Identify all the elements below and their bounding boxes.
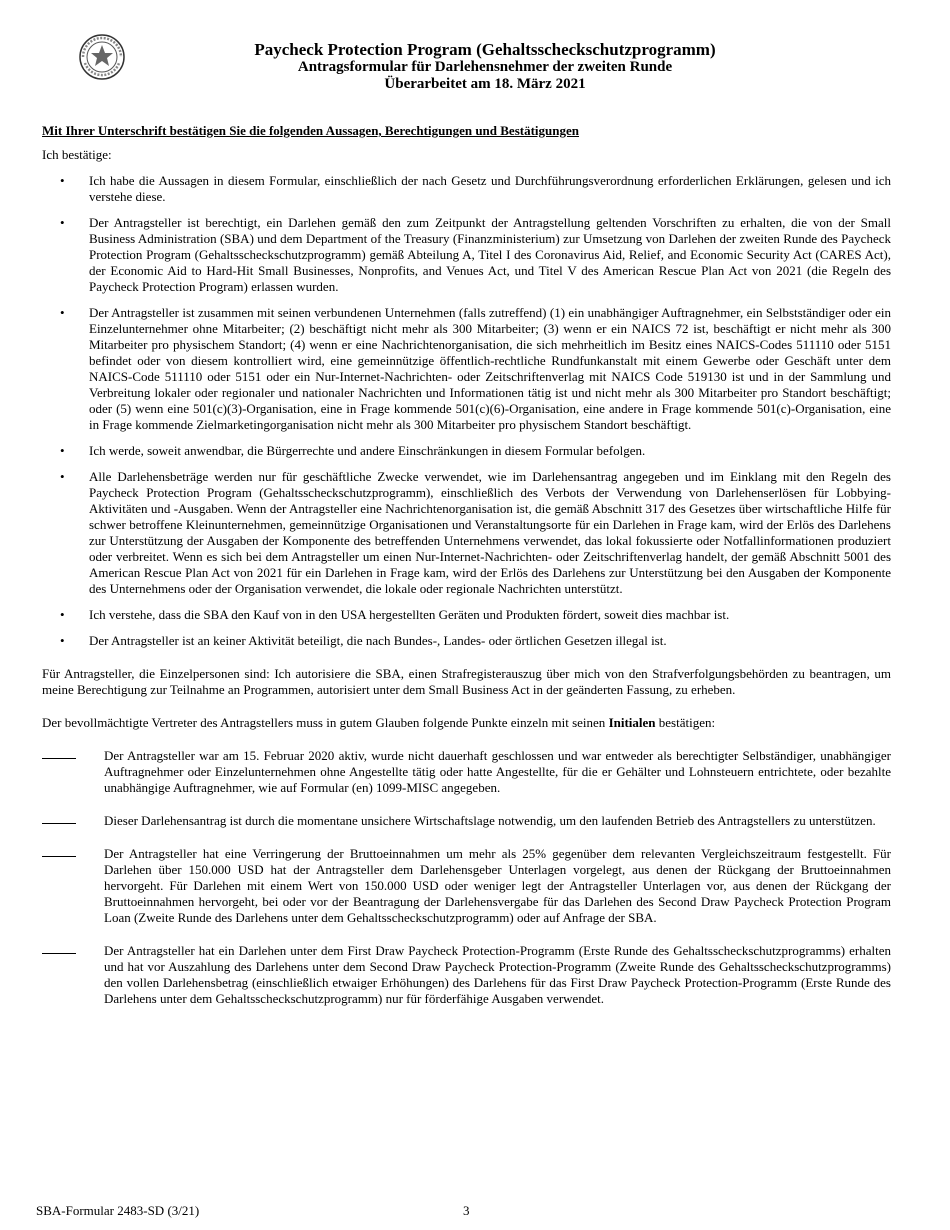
- form-identifier: SBA-Formular 2483-SD (3/21): [36, 1203, 200, 1218]
- certification-text: Ich werde, soweit anwendbar, die Bürgerrechte und andere Einschränkungen in diesem Formular befolgen.: [89, 443, 646, 458]
- initial-item: [42, 813, 891, 829]
- bullet-icon: •: [60, 443, 65, 458]
- certification-text: Der Antragsteller ist an keiner Aktivität beteiligt, die nach Bundes-, Landes- oder örtlichen Gesetzen illegal ist.: [89, 633, 667, 648]
- certification-text: Der Antragsteller ist berechtigt, ein Darlehen gemäß den zum Zeitpunkt der Antragstellung geltenden Vorschriften zu erhalten, die von der Small Business Administration (SBA) und dem Department of the Treasury (Finanzministerium) zur Umsetzung von Darlehen der zweiten Runde des Paycheck Protection Program (Gehaltsscheckschutzprogramm) gemäß Abteilung A, Titel I des Coronavirus Aid, Relief, and Economic Security Act (CARES Act), der Economic Aid to Hard-Hit Small Businesses, Nonprofits, and Venues Act, und Titel V des American Rescue Plan Act von 2021 (die Regeln des Paycheck Protection Program) erlassen wurden.: [89, 215, 891, 294]
- certification-item: [42, 215, 891, 295]
- representative-text-before: Der bevollmächtigte Vertreter des Antragstellers muss in gutem Glauben folgende Punkte einzeln mit seinen: [42, 715, 609, 730]
- initials-field[interactable]: [42, 943, 76, 954]
- document-body: [42, 123, 891, 1024]
- certification-list: [42, 173, 891, 649]
- certification-item: [42, 633, 891, 649]
- document-header: [190, 40, 780, 93]
- applicant-authorization-paragraph: Für Antragsteller, die Einzelpersonen sind: Ich autorisiere die SBA, einen Strafregisterauszug über mich von den Strafverfolgungsbehörden zu beantragen, um meine Berechtigung zur Teilnahme an Programmen, autorisiert unter dem Small Business Act in der geänderten Fassung, zu erheben.: [42, 666, 891, 697]
- section-heading: Mit Ihrer Unterschrift bestätigen Sie die folgenden Aussagen, Berechtigungen und Bestätigungen: [42, 123, 579, 138]
- representative-text-after: bestätigen:: [655, 715, 716, 730]
- bullet-icon: •: [60, 469, 65, 484]
- certification-text: Ich habe die Aussagen in diesem Formular, einschließlich der nach Gesetz und Durchführungsverordnung erforderlichen Erklärungen, gelesen und ich verstehe diese.: [89, 173, 891, 204]
- document-subtitle: Antragsformular für Darlehensnehmer der zweiten Runde: [297, 59, 673, 75]
- sba-seal-icon: [78, 33, 126, 81]
- initial-item-text: Dieser Darlehensantrag ist durch die momentane unsichere Wirtschaftslage notwendig, um den laufenden Betrieb des Antragstellers zu unterstützen.: [104, 813, 876, 828]
- bullet-icon: •: [60, 173, 65, 188]
- certification-item: [42, 469, 891, 597]
- initials-field[interactable]: [42, 846, 76, 857]
- certification-text: Der Antragsteller ist zusammen mit seinen verbundenen Unternehmen (falls zutreffend) (1) ein unabhängiger Auftragnehmer, ein Selbstständiger oder ein Einzelunternehmer ohne Mitarbeiter; (2) beschäftigt nicht mehr als 300 Mitarbeiter; (3) wenn er ein NAICS 72 ist, beschäftigt er nicht mehr als 300 Mitarbeiter pro physischem Standort; (4) wenn er eine Nachrichtenorganisation, die sich mehrheitlich im Besitz eines NAICS-Codes 511110 oder 5151 befindet oder von diesem kontrolliert wird, eine gemeinnützige öffentlich-rechtliche Rundfunkanstalt mit einem Gewerbe oder Geschäft unter dem NAICS-Code 511110 oder 5151 oder ein Nur-Internet-Nachrichten- oder Zeitschriftenverlag mit NAICS Code 519130 ist und in der Sammlung und Verbreitung lokaler oder regionaler und nationaler Nachrichten und Informationen tätig ist und nicht mehr als 300 Mitarbeiter pro Standort beschäftigt; oder (5) wenn eine 501(c)(3)-Organisation, eine in Frage kommende 501(c)(6)-Organisation, eine andere in Frage kommende 501(c)-Organisation, eine in Frage kommende Zielmarketingorganisation nicht mehr als 300 Mitarbeiter pro physischem Standort beschäftigt.: [89, 305, 891, 432]
- document-title: Paycheck Protection Program (Gehaltsscheckschutzprogramm): [254, 40, 716, 59]
- bullet-icon: •: [60, 215, 65, 230]
- revision-date: Überarbeitet am 18. März 2021: [384, 76, 586, 92]
- certification-item: [42, 443, 891, 459]
- initial-item: [42, 846, 891, 926]
- certification-text: Ich verstehe, dass die SBA den Kauf von in den USA hergestellten Geräten und Produkten fördert, soweit dies machbar ist.: [89, 607, 730, 622]
- initial-item: [42, 748, 891, 796]
- representative-text-bold: Initialen: [608, 715, 656, 730]
- bullet-icon: •: [60, 305, 65, 320]
- initial-item-text: Der Antragsteller hat ein Darlehen unter dem First Draw Paycheck Protection-Programm (Erste Runde des Gehaltsscheckschutzprogramms) erhalten und hat vor Auszahlung des Darlehens unter dem Second Draw Paycheck Protection-Programm (Zweite Runde des Gehaltsscheckschutzprogramms) den vollen Darlehensbetrag (einschließlich etwaiger Erhöhungen) des Darlehens für das First Draw Paycheck Protection-Programm (Erste Runde des Darlehens unter dem Gehaltsscheckschutzprogramm) nur für förderfähige Ausgaben verwendet.: [104, 943, 891, 1006]
- bullet-icon: •: [60, 607, 65, 622]
- representative-paragraph: [42, 715, 891, 731]
- certification-item: [42, 305, 891, 433]
- initial-item: [42, 943, 891, 1007]
- certification-item: [42, 607, 891, 623]
- initial-item-text: Der Antragsteller hat eine Verringerung der Bruttoeinnahmen um mehr als 25% gegenüber dem relevanten Vergleichszeitraum festgestellt. Für Darlehen über 150.000 USD hat der Antragsteller dem Darlehensgeber Unterlagen vorgelegt, aus denen der Rückgang der Bruttoeinnahmen hervorgeht. Für Darlehen mit einem Wert von 150.000 USD oder weniger legt der Antragsteller Unterlagen vor, aus denen der Rückgang der Bruttoeinnahmen hervorgeht, bei oder vor der Beantragung der Darlehensvergabe für das Darlehen des Second Draw Paycheck Protection Program Loan (Zweite Runde des Darlehens unter dem Gehaltsscheckschutzprogramm) oder auf Anfrage der SBA.: [104, 846, 891, 925]
- certification-text: Alle Darlehensbeträge werden nur für geschäftliche Zwecke verwendet, wie im Darlehensantrag angegeben und im Einklang mit den Regeln des Paycheck Protection Program (Gehaltsscheckschutzprogramm), einschließlich des Verbots der Verwendung von Darlehenserlösen für Lobbying-Aktivitäten und -Ausgaben. Wenn der Antragsteller eine Nachrichtenorganisation ist, die gemäß Abschnitt 317 des Gesetzes über wirtschaftliche Hilfe für schwer betroffene Kleinunternehmen, gemeinnützige Organisationen und Veranstaltungsorte für ein Darlehen in Frage kam, wird der Erlös des Darlehens zur Unterstützung der Ausgaben der Komponente des betreffenden Unternehmens verwendet, das lokal fokussierte oder Notfallinformationen produziert oder verbreitet. Wenn es sich bei dem Antragsteller um einen Nur-Internet-Nachrichten- oder Zeitschriftenverlag handelt, der gemäß Abschnitt 5001 des American Rescue Plan Act von 2021 für ein Darlehen in Frage kam, wird der Erlös des Darlehens zur Unterstützung bei den Ausgaben der Komponente des Unternehmens oder der Organisation verwendet, die lokale oder regionale Nachrichten unterstützt.: [89, 469, 891, 596]
- bullet-icon: •: [60, 633, 65, 648]
- intro-text: Ich bestätige:: [42, 147, 112, 162]
- initials-field[interactable]: [42, 748, 76, 759]
- page-number: 3: [463, 1203, 470, 1218]
- certification-item: [42, 173, 891, 205]
- initial-item-text: Der Antragsteller war am 15. Februar 2020 aktiv, wurde nicht dauerhaft geschlossen und war entweder als berechtigter Selbständiger, unabhängiger Auftragnehmer oder Einzelunternehmen ohne Angestellte tätig oder hatte Angestellte, für die er Gehälter und Lohnsteuern entrichtete, oder bezahlte unabhängige Auftragnehmer, wie auf Formular (en) 1099-MISC angegeben.: [104, 748, 891, 795]
- initials-field[interactable]: [42, 813, 76, 824]
